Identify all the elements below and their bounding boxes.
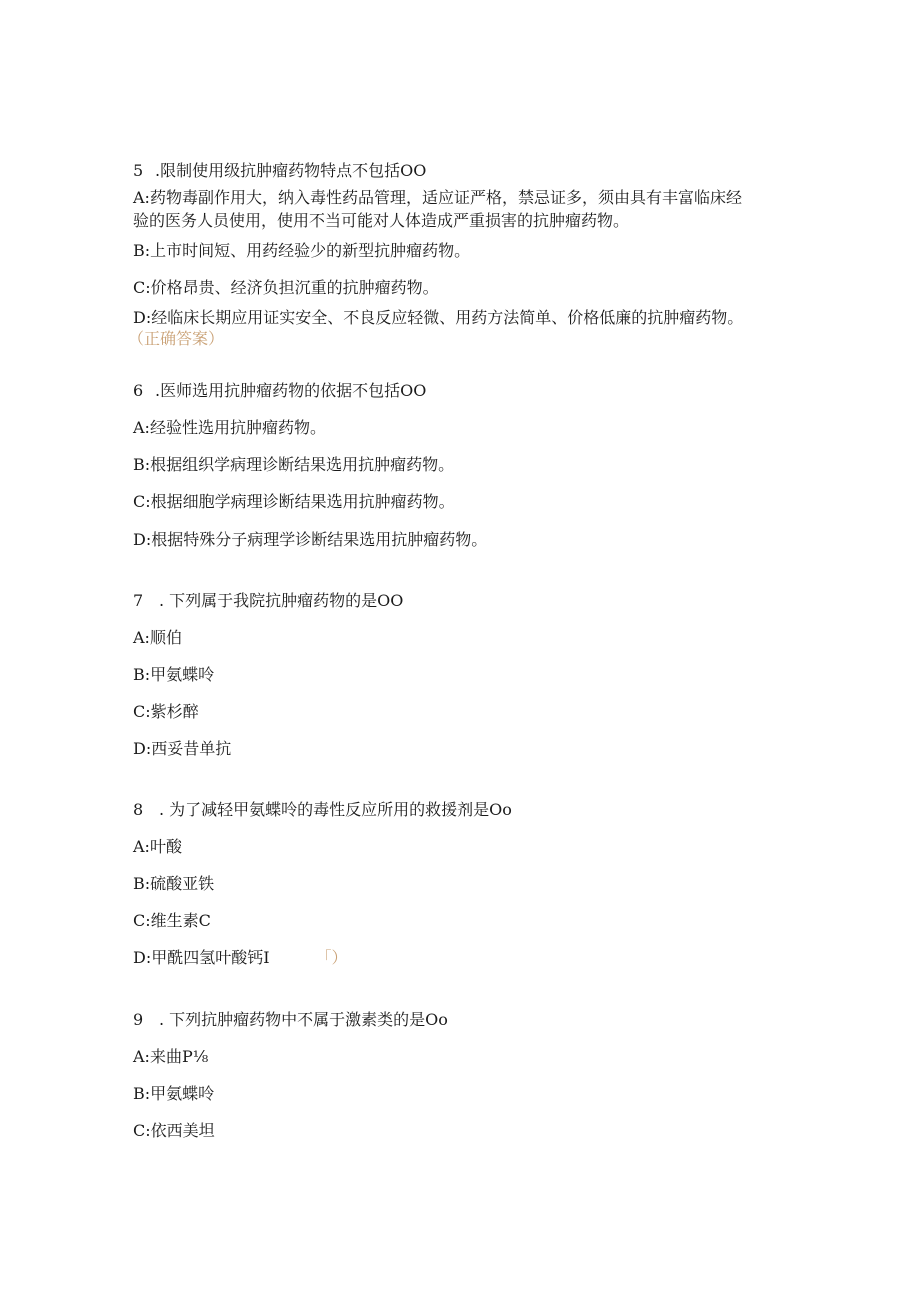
question-7-option-c: C:紫杉醉: [133, 702, 199, 721]
correct-answer-mark: （正确答案）: [128, 329, 225, 348]
question-8-title: [133, 798, 512, 822]
question-9-option-b: B:甲氨蝶呤: [133, 1084, 215, 1103]
question-stem: .医师选用抗肿瘤药物的依据不包括OO: [155, 381, 427, 400]
question-9-title: [133, 1008, 448, 1032]
option-text: D:甲酰四氢叶酸钙I: [133, 948, 270, 967]
question-8-option-c: C:维生素C: [133, 911, 211, 930]
question-5-option-a-line-2: 验的医务人员使用，使用不当可能对人体造成严重损害的抗肿瘤药物。: [133, 211, 630, 230]
question-7-option-a: A:顺伯: [133, 628, 182, 647]
question-5-title: [133, 159, 426, 183]
correct-answer-mark: 「）: [315, 948, 348, 967]
question-number: 7: [133, 591, 144, 610]
question-7-option-b: B:甲氨蝶呤: [133, 665, 215, 684]
question-9-option-a: A:来曲P⅛: [133, 1047, 209, 1066]
question-number: 9: [133, 1010, 144, 1029]
question-8-option-d: [133, 946, 348, 970]
question-6-option-b: B:根据组织学病理诊断结果选用抗肿瘤药物。: [133, 455, 455, 474]
question-8-option-b: B:硫酸亚铁: [133, 874, 215, 893]
question-5-option-c: C:价格昂贵、经济负担沉重的抗肿瘤药物。: [133, 278, 439, 297]
question-9-option-c: C:依西美坦: [133, 1121, 215, 1140]
question-stem: . 为了减轻甲氨蝶呤的毒性反应所用的救援剂是Oo: [159, 800, 512, 819]
question-6-option-a: A:经验性选用抗肿瘤药物。: [133, 418, 326, 437]
question-stem: .限制使用级抗肿瘤药物特点不包括OO: [155, 161, 427, 180]
question-5-option-d: D:经临床长期应用证实安全、不良反应轻微、用药方法简单、价格低廉的抗肿瘤药物。: [133, 308, 744, 327]
question-5-option-a-line-1: A:药物毒副作用大，纳入毒性药品管理，适应证严格，禁忌证多，须由具有丰富临床经: [133, 188, 742, 207]
question-8-option-a: A:叶酸: [133, 837, 182, 856]
question-number: 6: [133, 381, 144, 400]
question-6-option-c: C:根据细胞学病理诊断结果选用抗肿瘤药物。: [133, 492, 455, 511]
question-5-option-b: B:上市时间短、用药经验少的新型抗肿瘤药物。: [133, 241, 471, 260]
question-number: 5: [133, 161, 144, 180]
question-stem: . 下列抗肿瘤药物中不属于激素类的是Oo: [159, 1010, 448, 1029]
question-6-title: [133, 379, 426, 403]
question-7-title: [133, 589, 403, 613]
question-stem: . 下列属于我院抗肿瘤药物的是OO: [159, 591, 404, 610]
question-7-option-d: D:西妥昔单抗: [133, 739, 232, 758]
question-number: 8: [133, 800, 144, 819]
question-6-option-d: D:根据特殊分子病理学诊断结果选用抗肿瘤药物。: [133, 530, 488, 549]
